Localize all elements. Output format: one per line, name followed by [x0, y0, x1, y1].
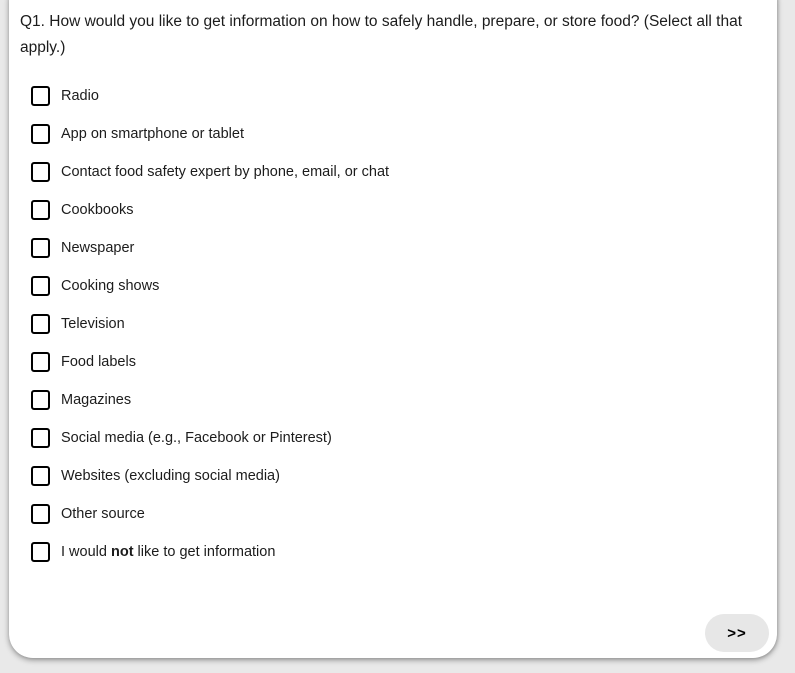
checkbox-option[interactable]	[31, 495, 757, 533]
checkbox-option-label: Magazines	[61, 392, 132, 408]
question-card	[9, 0, 777, 658]
checkbox-option[interactable]	[31, 457, 757, 495]
checkbox-option[interactable]	[31, 115, 757, 153]
checkbox[interactable]	[31, 124, 50, 144]
checkbox-option-label: Other source	[61, 506, 145, 522]
checkbox[interactable]	[31, 314, 50, 334]
checkbox-option-label: Radio	[61, 88, 99, 104]
checkbox[interactable]	[31, 238, 50, 258]
checkbox-option-label: Contact food safety expert by phone, email, or chat	[61, 164, 390, 180]
checkbox-option[interactable]	[31, 77, 757, 115]
checkbox-option-label: Newspaper	[61, 240, 135, 256]
checkbox[interactable]	[31, 542, 50, 562]
checkbox-option[interactable]	[31, 267, 757, 305]
checkbox[interactable]	[31, 352, 50, 372]
checkbox-option-label: Cooking shows	[61, 278, 160, 294]
checkbox-option[interactable]	[31, 419, 757, 457]
checkbox-option[interactable]	[31, 191, 757, 229]
checkbox[interactable]	[31, 390, 50, 410]
checkbox-option[interactable]	[31, 305, 757, 343]
checkbox-option-label: Television	[61, 316, 125, 332]
checkbox-option-label: Social media (e.g., Facebook or Pinterest)	[61, 430, 332, 446]
checkbox[interactable]	[31, 200, 50, 220]
checkbox-option-label: Websites (excluding social media)	[61, 468, 280, 484]
checkbox[interactable]	[31, 504, 50, 524]
checkbox-option[interactable]	[31, 229, 757, 267]
checkbox-option-label: App on smartphone or tablet	[61, 126, 244, 142]
next-button[interactable]: >>	[705, 614, 769, 652]
question-text: Q1. How would you like to get information on how to safely handle, prepare, or store food? (Select all that apply.)	[20, 13, 743, 56]
checkbox-option-label: I would not like to get information	[61, 544, 276, 560]
checkbox[interactable]	[31, 276, 50, 296]
options-list	[31, 77, 757, 571]
checkbox[interactable]	[31, 162, 50, 182]
checkbox-option[interactable]	[31, 381, 757, 419]
checkbox-option-label: Food labels	[61, 354, 136, 370]
checkbox-option[interactable]	[31, 533, 757, 571]
checkbox[interactable]	[31, 466, 50, 486]
checkbox-option[interactable]	[31, 153, 757, 191]
checkbox[interactable]	[31, 428, 50, 448]
checkbox-option-label: Cookbooks	[61, 202, 134, 218]
checkbox-option[interactable]	[31, 343, 757, 381]
checkbox[interactable]	[31, 86, 50, 106]
